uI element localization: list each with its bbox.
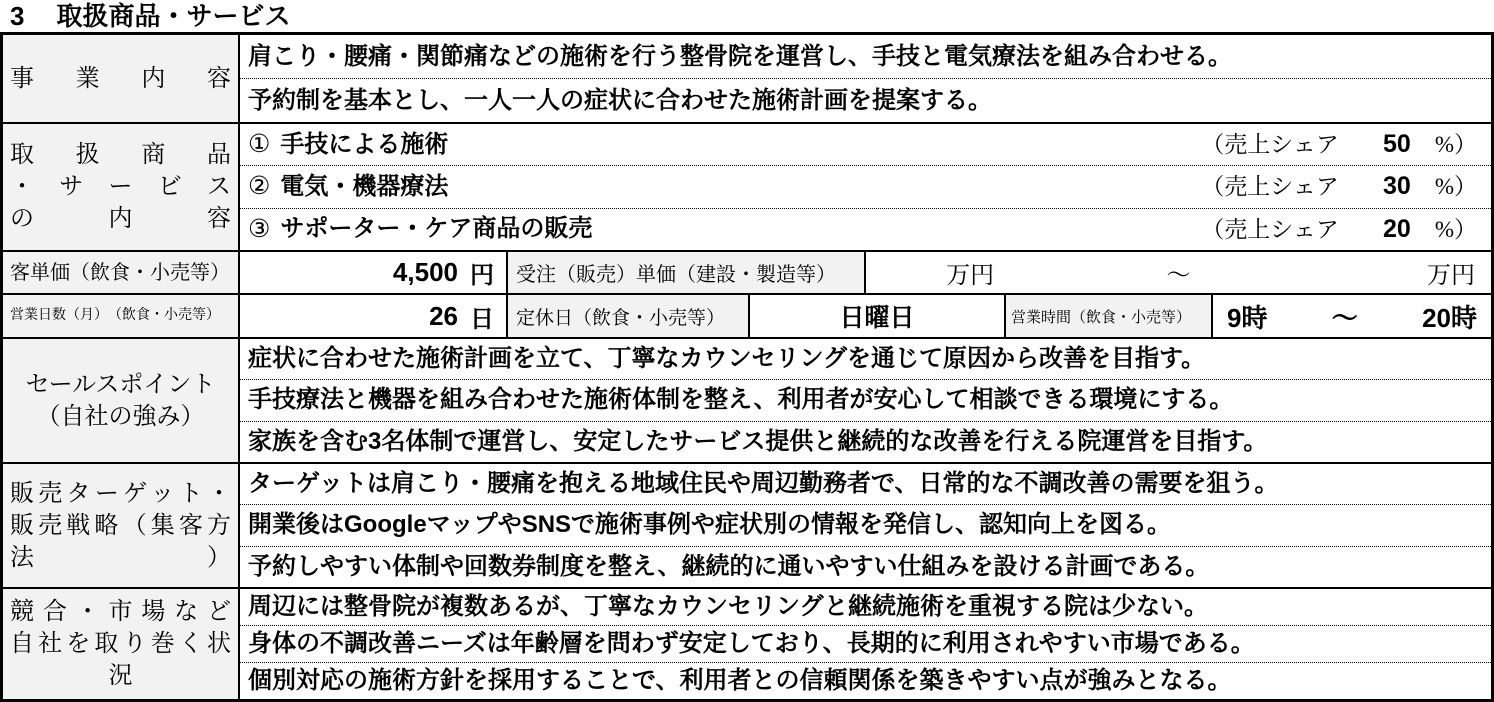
item-1-name: 手技による施術 bbox=[280, 130, 449, 158]
share-value: 30 bbox=[1383, 172, 1411, 201]
hours-to: 20時 bbox=[1422, 302, 1477, 333]
label-text: 営業日数（月） （飲食・小売等） bbox=[10, 308, 220, 323]
business-line-2: 予約制を基本とし、一人一人の症状に合わせた施術計画を提案する。 bbox=[240, 78, 1491, 122]
business-days-value-cell bbox=[240, 295, 508, 337]
tilde: ～ bbox=[1166, 263, 1191, 289]
label-line-2: 自社を取り巻く状 bbox=[10, 631, 231, 657]
sales-point-line-3: 家族を含む3名体制で運営し、安定したサービス提供と継続的な改善を行える院運営を目指す。 bbox=[240, 421, 1491, 462]
row-competition bbox=[3, 587, 1491, 699]
target-line-1: ターゲットは肩こり・腰痛を抱える地域住民や周辺勤務者で、日常的な不調改善の需要を狙う。 bbox=[248, 470, 1279, 498]
share-value: 20 bbox=[1383, 214, 1411, 243]
label-line-2: ・サービス bbox=[10, 174, 231, 200]
share-value: 50 bbox=[1383, 130, 1411, 159]
products-detail-content bbox=[240, 124, 1491, 250]
business-line-1: 肩こり・腰痛・関節痛などの施術を行う整骨院を運営し、手技と電気療法を組み合わせる。 bbox=[248, 42, 1232, 70]
label-business-days bbox=[3, 295, 240, 337]
label-holiday: 定休日（飲食・小売等） bbox=[508, 295, 750, 337]
item-3-name: サポーター・ケア商品の販売 bbox=[280, 215, 593, 243]
section-number: 3 bbox=[10, 1, 25, 31]
product-item-3 bbox=[240, 208, 1491, 250]
unit-price-value: 4,500 bbox=[392, 257, 458, 287]
section-title-text: 取扱商品・サービス bbox=[56, 1, 291, 31]
label-line-2: （自社の強み） bbox=[36, 403, 205, 430]
competition-content bbox=[240, 589, 1491, 699]
unit-price-value-cell bbox=[240, 252, 508, 293]
row-products-detail bbox=[3, 122, 1491, 250]
competition-line-1: 周辺には整骨院が複数あるが、丁寧なカウンセリングと継続施術を重視する院は少ない。 bbox=[248, 593, 1208, 620]
label-text: 客単価（飲食・小売等） bbox=[10, 261, 230, 284]
target-line-3: 予約しやすい体制や回数券制度を整え、継続的に通いやすい仕組みを設ける計画である。 bbox=[240, 546, 1491, 587]
label-order-price: 受注（販売）単価（建設・製造等） bbox=[508, 252, 866, 293]
share-label: （売上シェア bbox=[1201, 132, 1339, 158]
label-line-3: 法） bbox=[10, 544, 231, 571]
label-line-1: セールスポイント bbox=[25, 371, 216, 398]
range-unit-2: 万円 bbox=[1426, 263, 1475, 289]
row-business-days bbox=[3, 293, 1491, 337]
tilde: ～ bbox=[1331, 302, 1358, 333]
item-3-number: ③ bbox=[248, 215, 271, 243]
label-business-description bbox=[3, 35, 240, 122]
product-item-2 bbox=[240, 165, 1491, 207]
row-unit-price bbox=[3, 250, 1491, 293]
label-line-1: 競合・市場など bbox=[10, 599, 231, 625]
products-services-table bbox=[0, 32, 1494, 702]
order-price-range-cell bbox=[866, 252, 1491, 293]
section-title bbox=[0, 0, 1494, 32]
share-unit: %） bbox=[1434, 132, 1477, 158]
row-sales-target bbox=[3, 462, 1491, 587]
label-text: 事業内容 bbox=[10, 65, 231, 92]
range-unit-1: 万円 bbox=[946, 263, 995, 289]
label-sales-points bbox=[3, 339, 240, 462]
row-sales-points bbox=[3, 337, 1491, 462]
sales-points-content bbox=[240, 339, 1491, 462]
share-unit: %） bbox=[1434, 216, 1477, 242]
label-unit-price bbox=[3, 252, 240, 293]
item-2-name: 電気・機器療法 bbox=[280, 172, 449, 200]
target-line-2: 開業後はGoogleマップやSNSで施術事例や症状別の情報を発信し、認知向上を図る。 bbox=[240, 504, 1491, 545]
hours-from: 9時 bbox=[1227, 302, 1268, 333]
business-days-unit: 日 bbox=[470, 305, 494, 333]
label-competition bbox=[3, 589, 240, 699]
business-days-value: 26 bbox=[429, 300, 458, 331]
share-unit: %） bbox=[1434, 174, 1477, 200]
label-sales-target bbox=[3, 464, 240, 587]
label-products-detail bbox=[3, 124, 240, 250]
item-1-share bbox=[1201, 132, 1483, 157]
share-label: （売上シェア bbox=[1201, 174, 1339, 200]
share-label: （売上シェア bbox=[1201, 216, 1339, 242]
sales-point-line-2: 手技療法と機器を組み合わせた施術体制を整え、利用者が安心して相談できる環境にする。 bbox=[240, 379, 1491, 420]
business-description-content bbox=[240, 35, 1491, 122]
item-2-number: ② bbox=[248, 173, 271, 201]
competition-line-3: 個別対応の施術方針を採用することで、利用者との信頼関係を築きやすい点が強みとなる。 bbox=[240, 662, 1491, 699]
label-line-1: 販売ターゲット・ bbox=[10, 480, 231, 507]
label-business-hours: 営業時間（飲食・小売等） bbox=[1006, 295, 1213, 337]
business-hours-cell bbox=[1213, 295, 1491, 337]
label-line-3: の内容 bbox=[10, 206, 231, 232]
holiday-value: 日曜日 bbox=[750, 295, 1006, 337]
unit-price-unit: 円 bbox=[470, 262, 494, 289]
label-line-3: 況 bbox=[108, 663, 133, 689]
sales-target-content bbox=[240, 464, 1491, 587]
row-business-description bbox=[3, 35, 1491, 122]
label-line-2: 販売戦略（集客方 bbox=[10, 512, 231, 539]
item-1-number: ① bbox=[248, 131, 271, 159]
competition-line-2: 身体の不調改善ニーズは年齢層を問わず安定しており、長期的に利用されやすい市場である。 bbox=[240, 625, 1491, 662]
label-line-1: 取扱商品 bbox=[10, 142, 231, 168]
sales-point-line-1: 症状に合わせた施術計画を立て、丁寧なカウンセリングを通じて原因から改善を目指す。 bbox=[248, 345, 1206, 373]
item-2-share bbox=[1201, 174, 1483, 199]
product-item-1 bbox=[240, 124, 1491, 165]
item-3-share bbox=[1201, 214, 1483, 243]
